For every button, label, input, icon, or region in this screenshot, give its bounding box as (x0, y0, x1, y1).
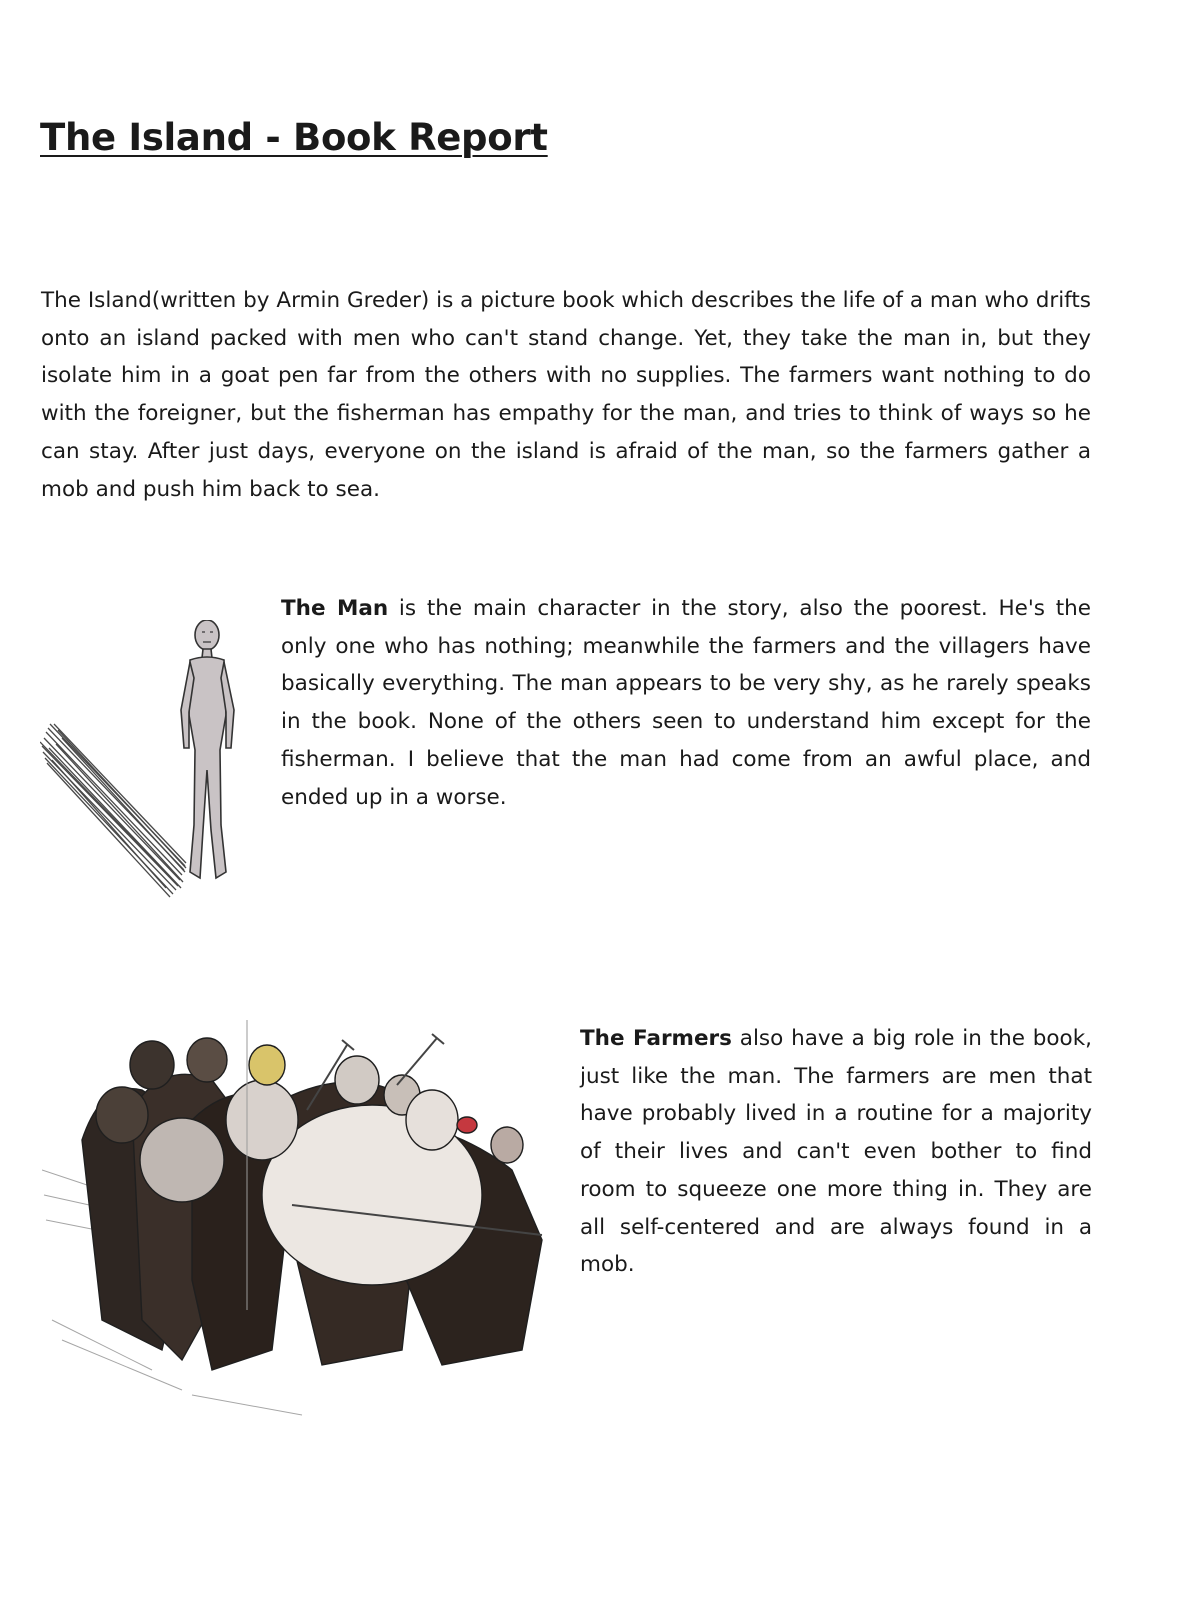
shadow-hatching (40, 724, 186, 897)
intro-paragraph: The Island(written by Armin Greder) is a picture book which describes the life of a man who drifts onto an island packed with men who can't stand change. Yet, they take the man in, but they isolate him in a goat pen far from the others with no supplies. The farmers want nothing to do with the foreigner, but the fisherman has empathy for the man, and tries to think of ways so he can stay. After just days, everyone on the island is afraid of the man, so the farmers gather a mob and push him back to sea. (41, 288, 1091, 502)
farmers-illustration (42, 1020, 567, 1425)
man-body: is the main character in the story, also the poorest. He's the only one who has nothing; meanwhile the farmers and the villagers have basically everything. The man appears to be very shy, as he rarely speaks in the book. None of the others seen to understand him except for the fisherman. I believe that the man had come from an awful place, and ended up in a worse. (281, 596, 1091, 810)
page-title: The Island - Book Report (40, 116, 548, 159)
crowd-figures (82, 1038, 542, 1370)
farmers-body: also have a big role in the book, just like the man. The farmers are men that have probably lived in a routine for a majority of their lives and can't even bother to find room to squeeze one more thing in. They are all self-centered and are always found in a mob. (580, 1026, 1092, 1278)
farmers-description (580, 1020, 1092, 1284)
man-illustration (40, 620, 240, 910)
man-description (281, 590, 1091, 816)
man-figure (181, 620, 234, 878)
farmers-lead: The Farmers (580, 1026, 732, 1051)
man-lead: The Man (281, 596, 389, 621)
